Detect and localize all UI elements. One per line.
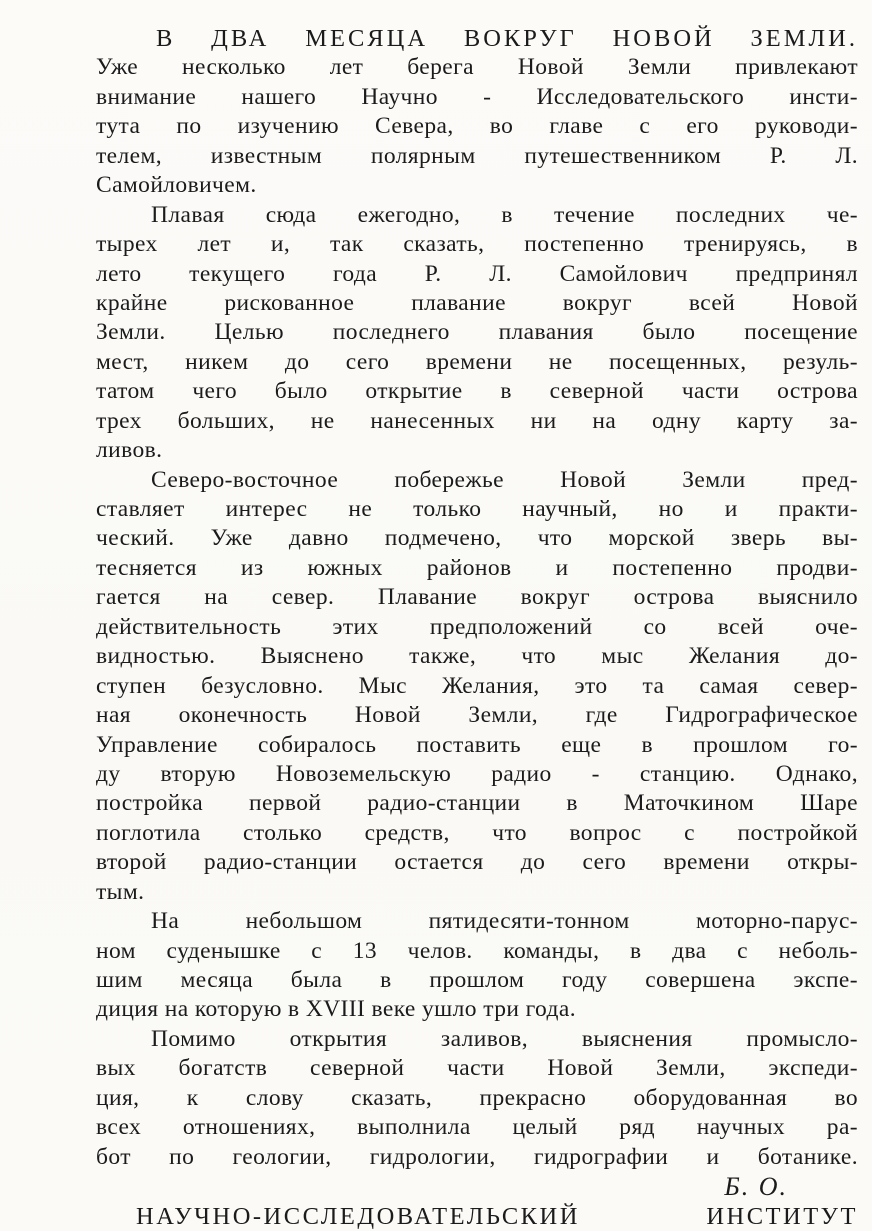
text-line: На небольшом пятидесяти-тонном моторно-парус- xyxy=(151,908,858,935)
text-line: Земли. Целью последнего плавания было посещение xyxy=(96,319,858,346)
text-line: диция на которую в XVIII веке ушло три года. xyxy=(96,996,576,1023)
text-line: тута по изучению Севера, во главе с его руководи- xyxy=(96,113,858,140)
text-line: тесняется из южных районов и постепенно продви- xyxy=(96,554,858,581)
text-line: постройка первой радио-станции в Маточкином Шаре xyxy=(96,790,858,817)
text-line: тым. xyxy=(96,878,145,905)
text-line: Самойловичем. xyxy=(96,172,257,199)
article-title: В ДВА МЕСЯЦА ВОКРУГ НОВОЙ ЗЕМЛИ. xyxy=(156,25,858,52)
text-line: татом чего было открытие в северной части острова xyxy=(96,378,858,405)
text-line: трех больших, не нанесенных ни на одну карту за- xyxy=(96,407,858,434)
text-line: ном суденышке с 13 челов. команды, в два с неболь- xyxy=(96,937,858,964)
text-line: Северо-восточное побережье Новой Земли пред- xyxy=(151,466,858,493)
text-line: ставляет интерес не только научный, но и практи- xyxy=(96,496,858,522)
text-line: внимание нашего Научно - Исследовательского инсти- xyxy=(96,83,858,110)
author-initials: Б. О. xyxy=(724,1172,788,1202)
text-line: второй радио-станции остается до сего времени откры- xyxy=(96,849,858,876)
next-article-heading-clipped: НАУЧНО-ИССЛЕДОВАТЕЛЬСКИЙ ИНСТИТУТ xyxy=(136,1202,858,1230)
text-line: Помимо открытия заливов, выяснения промысло- xyxy=(151,1025,858,1052)
text-line: ная оконечность Новой Земли, где Гидрографическое xyxy=(96,702,858,729)
text-line: действительность этих предположений со всей оче- xyxy=(96,613,858,640)
text-line: крайне рискованное плавание вокруг всей Новой xyxy=(96,289,858,316)
text-line: лето текущего года Р. Л. Самойлович предпринял xyxy=(96,260,858,287)
text-line: Уже несколько лет берега Новой Земли привлекают xyxy=(96,54,858,81)
text-line: ция, к слову сказать, прекрасно оборудованная во xyxy=(96,1084,858,1111)
text-line: мест, никем до сего времени не посещенных, резуль- xyxy=(96,348,858,375)
text-line: ступен безусловно. Мыс Желания, это та самая север- xyxy=(96,672,858,699)
text-line: телем, известным полярным путешественником Р. Л. xyxy=(96,142,858,169)
text-line: Управление собиралось поставить еще в прошлом го- xyxy=(96,731,858,758)
text-line: поглотила столько средств, что вопрос с постройкой xyxy=(96,819,858,846)
text-line: тырех лет и, так сказать, постепенно тренируясь, в xyxy=(96,231,858,258)
text-line: шим месяца была в прошлом году совершена экспе- xyxy=(96,967,858,993)
article-text-block xyxy=(96,24,858,1231)
text-line: вых богатств северной части Новой Земли, экспеди- xyxy=(96,1055,858,1082)
text-line: видностью. Выяснено также, что мыс Желания до- xyxy=(96,643,858,670)
text-line: Плавая сюда ежегодно, в течение последних че- xyxy=(151,201,858,228)
text-line: ческий. Уже давно подмечено, что морской зверь вы- xyxy=(96,525,858,552)
text-line: ду вторую Новоземельскую радио - станцию. Однако, xyxy=(96,760,858,787)
text-line: всех отношениях, выполнила целый ряд научных ра- xyxy=(96,1114,858,1141)
text-line: гается на север. Плавание вокруг острова выяснило xyxy=(96,584,858,611)
text-line: ливов. xyxy=(96,437,163,464)
text-line: бот по геологии, гидрологии, гидрографии и ботанике. xyxy=(96,1143,858,1170)
